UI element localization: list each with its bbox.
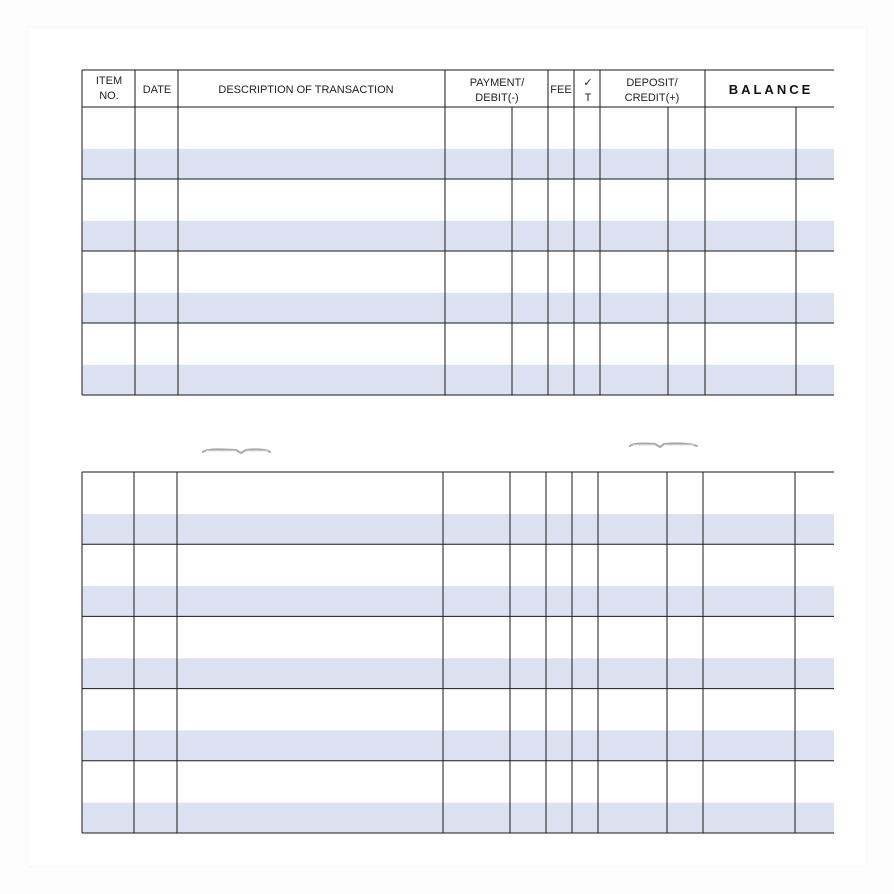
header-payment-line1: PAYMENT/ <box>469 77 525 89</box>
header-fee: FEE <box>550 84 572 96</box>
top-entry-stripe <box>82 293 834 323</box>
bottom-entry-stripe <box>82 586 834 616</box>
header-cleared-check: ✓ <box>583 77 593 89</box>
header-item-line2: NO. <box>99 90 119 102</box>
header-cleared-t: T <box>584 92 592 104</box>
staples <box>203 443 697 453</box>
bottom-entry-stripe <box>82 803 834 833</box>
header-deposit-line2: CREDIT(+) <box>624 92 680 104</box>
header-payment-line2: DEBIT(-) <box>475 92 519 104</box>
column-headers <box>96 75 813 104</box>
ruling-layer <box>82 70 834 833</box>
header-description: DESCRIPTION OF TRANSACTION <box>218 84 394 96</box>
header-date: DATE <box>142 84 172 96</box>
header-item-line1: ITEM <box>95 75 123 87</box>
top-entry-stripe <box>82 149 834 179</box>
header-deposit-line1: DEPOSIT/ <box>626 77 678 89</box>
bottom-entry-stripe <box>82 514 834 544</box>
bottom-entry-stripe <box>82 658 834 688</box>
header-balance: BALANCE <box>728 82 814 97</box>
bottom-entry-stripe <box>82 731 834 761</box>
top-entry-stripe <box>82 365 834 395</box>
top-entry-stripe <box>82 221 834 251</box>
